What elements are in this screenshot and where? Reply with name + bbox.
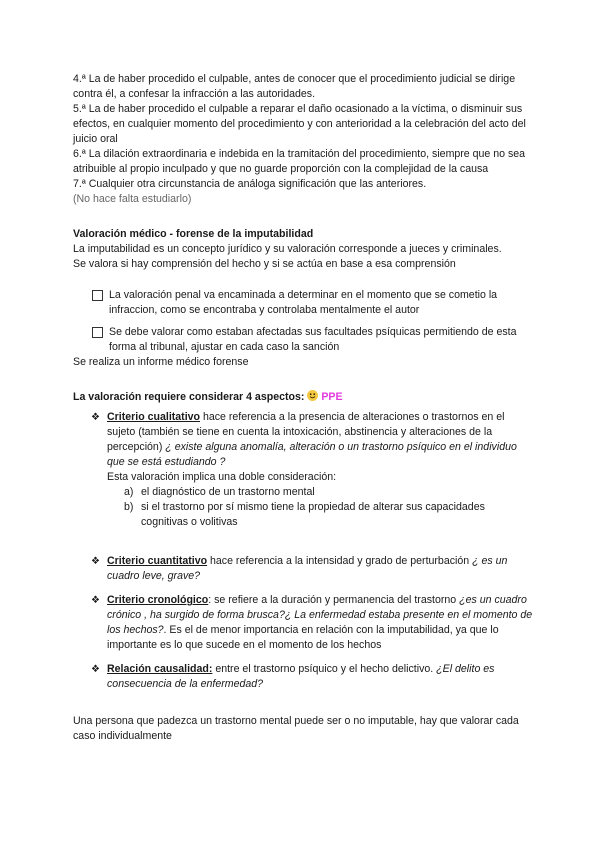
diamond-bullet-icon: ❖ bbox=[91, 412, 100, 423]
checklist-text: Se debe valorar como estaban afectadas sus facultades psíquicas permitiendo de esta forma al tribunal, ajustar en cada caso la sanción bbox=[109, 326, 517, 353]
criterion-title: Relación causalidad: bbox=[107, 663, 213, 675]
study-note: (No hace falta estudiarlo) bbox=[73, 193, 192, 205]
criterion-question: ¿es un cuadro crónico , ha surgido de forma brusca?¿ La enfermedad estaba presente en el momento de los hechos? bbox=[107, 594, 533, 636]
criterion-title: Criterio cuantitativo bbox=[107, 555, 208, 567]
criterion-title: Criterio cualitativo bbox=[107, 411, 201, 423]
criterion-item: ❖ Relación causalidad: entre el trastorno psíquico y el hecho delictivo. ¿El delito es consecuencia de la enfermedad? bbox=[91, 663, 495, 690]
list-item: 7.ª Cualquier otra circunstancia de análoga significación que las anteriores. bbox=[73, 178, 427, 190]
section-heading-imputabilidad: Valoración médico - forense de la imputabilidad bbox=[73, 228, 314, 240]
criterion-item: ❖ Criterio cronológico: se refiere a la duración y permanencia del trastorno ¿es un cuadro crónico , ha surgido de forma brusca?¿ La enfermedad estaba presente en el momento de los hechos?. Es el de menor importancia en relación con la imputabilidad, ya que lo importante es lo que sucede en el momento de los hechos bbox=[91, 594, 533, 651]
diamond-bullet-icon: ❖ bbox=[91, 556, 100, 567]
criterion-question: ¿ existe alguna anomalía, alteración o un trastorno psíquico en el individuo que se está estudiando ? bbox=[107, 441, 517, 468]
list-item: 5.ª La de haber procedido el culpable a reparar el daño ocasionado a la víctima, o disminuir sus efectos, en cualquier momento del procedimiento y con anterioridad a la celebración del acto del juicio oral bbox=[73, 103, 526, 145]
criterion-question: ¿El delito es consecuencia de la enfermedad? bbox=[107, 663, 495, 690]
checklist-text: La valoración penal va encaminada a determinar en el momento que se cometio la infraccion, como se encontraba y controlaba mentalmente el autor bbox=[109, 289, 498, 316]
checkbox[interactable] bbox=[92, 290, 103, 301]
checklist-item bbox=[92, 325, 533, 355]
criterion-question: ¿ es un cuadro leve, grave? bbox=[107, 555, 508, 582]
list-item: 6.ª La dilación extraordinaria e indebida en la tramitación del procedimiento, siempre que no sea atribuible al propio inculpado y que no guarde proporción con la complejidad de la causa bbox=[73, 148, 526, 175]
checklist-item bbox=[92, 288, 533, 318]
list-item: 4.ª La de haber procedido el culpable, antes de conocer que el procedimiento judicial se dirige contra él, a confesar la infracción a las autoridades. bbox=[73, 73, 516, 100]
checkbox[interactable] bbox=[92, 327, 103, 338]
criterion-item: ❖ Criterio cualitativo hace referencia a la presencia de alteraciones o trastornos en el sujeto (también se tiene en cuenta la intoxicación, abstinencia y alteraciones de la percepción) ¿ existe alguna anomalía, alteración o un trastorno psíquico en el individuo que se está estudiando ? Esta valoración implica una doble consideración: a) el diagnóstico de un trastorno mental b) si el trastorno por sí mismo tiene la propiedad de alterar sus capacidades cognitivas o volitivas bbox=[91, 410, 533, 530]
criterion-title: Criterio cronológico bbox=[107, 594, 209, 606]
criterion-item: ❖ Criterio cuantitativo hace referencia a la intensidad y grado de perturbación ¿ es un cuadro leve, grave? bbox=[91, 555, 508, 582]
paragraph: La imputabilidad es un concepto jurídico y su valoración corresponde a jueces y criminales. bbox=[73, 243, 502, 255]
sub-item: a) el diagnóstico de un trastorno mental bbox=[124, 486, 315, 498]
paragraph: Esta valoración implica una doble consideración: bbox=[107, 471, 337, 483]
section-heading-aspectos: La valoración requiere considerar 4 aspectos: PPE bbox=[73, 391, 343, 403]
diamond-bullet-icon: ❖ bbox=[91, 595, 100, 606]
closing-paragraph: Una persona que padezca un trastorno mental puede ser o no imputable, hay que valorar cada caso individualmente bbox=[73, 715, 519, 742]
paragraph: Se valora si hay comprensión del hecho y si se actúa en base a esa comprensión bbox=[73, 258, 456, 270]
smile-emoji-icon bbox=[307, 390, 318, 401]
paragraph: Se realiza un informe médico forense bbox=[73, 356, 249, 368]
sub-item: b) si el trastorno por sí mismo tiene la propiedad de alterar sus capacidades cognitivas o volitivas bbox=[124, 501, 485, 528]
diamond-bullet-icon: ❖ bbox=[91, 664, 100, 675]
document-page bbox=[73, 72, 533, 744]
ppe-tag: PPE bbox=[321, 391, 343, 403]
